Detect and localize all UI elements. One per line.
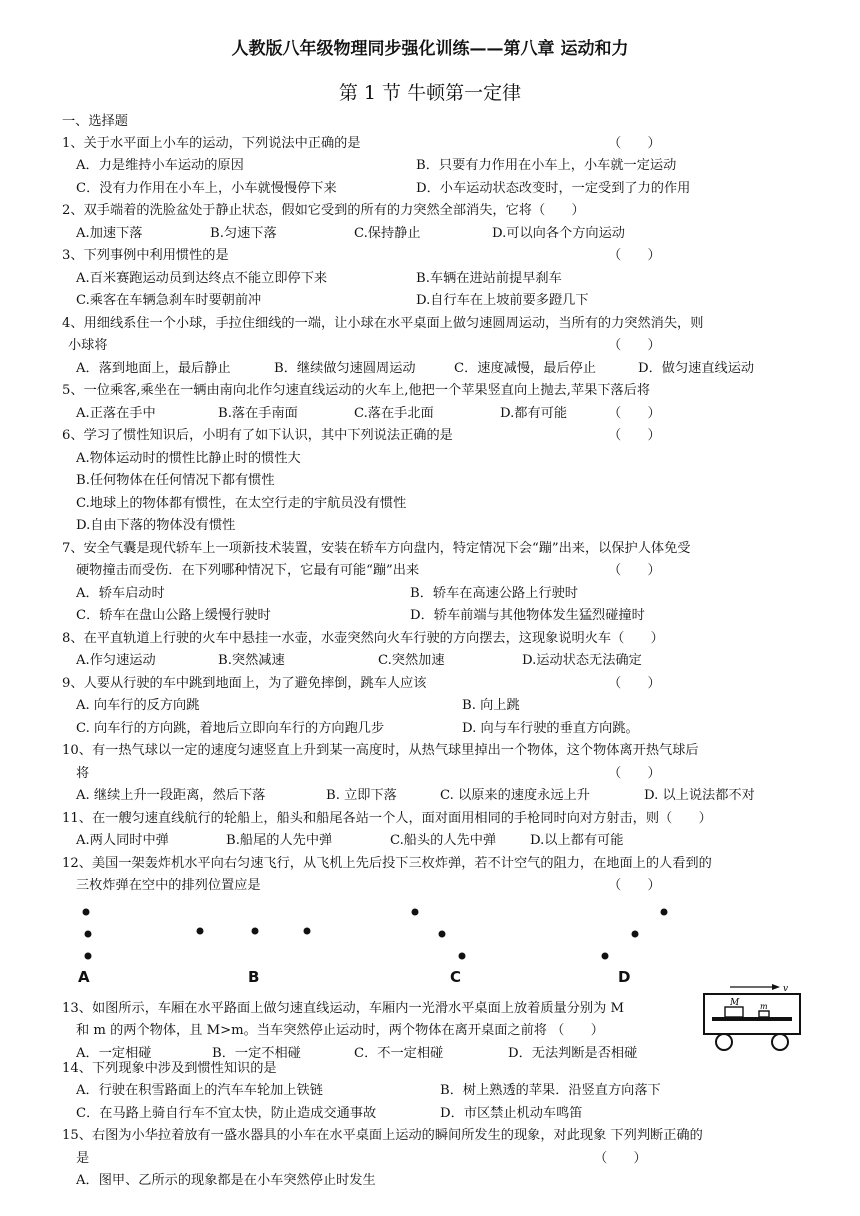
answer-bracket: （ ） (608, 406, 661, 421)
option-label-c: C (450, 968, 462, 986)
text-line: 是 (76, 1151, 90, 1166)
answer-bracket: （ ） (608, 338, 661, 353)
bomb-dot (83, 909, 90, 916)
text-line: B.车辆在进站前提早刹车 (416, 271, 562, 286)
mass-label-big: M (730, 998, 740, 1008)
text-line: 9、人要从行驶的车中跳到地面上，为了避免摔倒，跳车人应该 (62, 676, 427, 691)
text-line: 10、有一热气球以一定的速度匀速竖直上升到某一高度时，从热气球里掉出一个物体，这个物体离开热气球后 (62, 743, 699, 758)
text-line: 12、美国一架轰炸机水平向右匀速飞行，从飞机上先后投下三枚炸弹，若不计空气的阻力，在地面上的人看到的 (62, 856, 712, 871)
answer-bracket: （ ） (608, 676, 661, 691)
bomb-dot (252, 928, 259, 935)
text-line: B.船尾的人先中弹 (226, 833, 333, 848)
option-label-a: A (78, 968, 90, 986)
text-line: D. 向与车行驶的垂直方向跳。 (462, 721, 639, 736)
bomb-dot (661, 909, 668, 916)
text-line: B.突然减速 (218, 653, 285, 668)
text-line: 7、安全气囊是现代轿车上一项新技术装置，安装在轿车方向盘内，特定情况下会“蹦”出来，以保护人体免受 (62, 541, 691, 556)
bomb-dot (602, 953, 609, 960)
section-subtitle: 第 1 节 牛顿第一定律 (338, 82, 522, 104)
bomb-dot (304, 928, 311, 935)
text-line: 3、下列事例中利用惯性的是 (62, 248, 229, 263)
text-line: 4、用细线系住一个小球，手拉住细线的一端，让小球在水平桌面上做匀速圆周运动，当所有的力突然消失，则 (62, 316, 704, 331)
text-line: 5、一位乘客,乘坐在一辆由南向北作匀速直线运动的火车上,他把一个苹果竖直向上抛去,苹果下落后将 (62, 383, 651, 398)
answer-bracket: （ ） (608, 248, 661, 263)
answer-bracket: （ ） (608, 766, 661, 781)
velocity-label: v (783, 984, 789, 994)
text-line: A．图甲、乙所示的现象都是在小车突然停止时发生 (76, 1173, 376, 1188)
text-line: D.自行车在上坡前要多蹬几下 (416, 293, 589, 308)
text-line: A.两人同时中弹 (76, 833, 169, 848)
text-line: B．轿车在高速公路上行驶时 (410, 586, 578, 601)
text-line: B. 立即下落 (326, 788, 397, 803)
text-line: A.作匀速运动 (76, 653, 156, 668)
text-line: 将 (76, 766, 90, 781)
text-line: B．只要有力作用在小车上，小车就一定运动 (416, 158, 677, 173)
text-line: B．树上熟透的苹果．沿竖直方向落下 (440, 1083, 661, 1098)
answer-bracket: （ ） (608, 878, 661, 893)
page-title: 人教版八年级物理同步强化训练——第八章 运动和力 (231, 39, 629, 59)
text-line: D.运动状态无法确定 (522, 653, 642, 668)
text-line: A．力是维持小车运动的原因 (76, 158, 244, 173)
text-line: C．在马路上骑自行车不宜太快，防止造成交通事故 (76, 1106, 377, 1121)
text-line: C.船头的人先中弹 (390, 833, 497, 848)
text-line: A.物体运动时的惯性比静止时的惯性大 (76, 451, 301, 466)
text-line: D．小车运动状态改变时，一定受到了力的作用 (416, 181, 691, 196)
text-line: D．轿车前端与其他物体发生猛烈碰撞时 (410, 608, 645, 623)
text-line: C.落在手北面 (354, 406, 434, 421)
text-line: C. 以原来的速度永远上升 (440, 788, 590, 803)
text-line: B.任何物体在任何情况下都有惯性 (76, 473, 275, 488)
bomb-dot (197, 928, 204, 935)
text-line: 硬物撞击而受伤．在下列哪种情况下，它最有可能“蹦”出来 (76, 563, 420, 578)
text-line: A．一定相碰 (76, 1046, 152, 1061)
text-line: A. 继续上升一段距离，然后下落 (76, 788, 266, 803)
text-line: D．做匀速直线运动 (638, 361, 755, 376)
text-line: 13、如图所示，车厢在水平路面上做匀速直线运动，车厢内一光滑水平桌面上放着质量分别为 M (62, 1001, 624, 1016)
text-line: D．无法判断是否相碰 (508, 1046, 638, 1061)
section-heading: 一、选择题 (62, 114, 128, 129)
text-line: D. 以上说法都不对 (644, 788, 755, 803)
text-line: 15、右图为小华拉着放有一盛水器具的小车在水平桌面上运动的瞬间所发生的现象，对此现象 下列判断正确的 (62, 1128, 703, 1143)
text-line: 11、在一艘匀速直线航行的轮船上，船头和船尾各站一个人，面对面用相同的手枪同时向对方射击，则（ ） (62, 811, 712, 826)
bomb-arrangement-figure (70, 900, 670, 990)
text-line: C．没有力作用在小车上，小车就慢慢停下来 (76, 181, 337, 196)
text-line: B.匀速下落 (210, 226, 277, 241)
bomb-dot (85, 931, 92, 938)
text-line: A.加速下落 (76, 226, 143, 241)
bomb-dot (459, 953, 466, 960)
text-line: A．轿车启动时 (76, 586, 165, 601)
bomb-dot (412, 909, 419, 916)
text-line: C.突然加速 (378, 653, 445, 668)
answer-bracket: （ ） (608, 428, 661, 443)
answer-bracket: （ ） (594, 1151, 647, 1166)
text-line: C. 向车行的方向跳，着地后立即向车行的方向跑几步 (76, 721, 385, 736)
text-line: 三枚炸弹在空中的排列位置应是 (76, 878, 261, 893)
text-line: B.落在手南面 (218, 406, 298, 421)
text-line: D.自由下落的物体没有惯性 (76, 518, 236, 533)
text-line: A．落到地面上，最后静止 (76, 361, 231, 376)
answer-bracket: （ ） (608, 563, 661, 578)
text-line: 和 m 的两个物体，且 M>m。当车突然停止运动时，两个物体在离开桌面之前将 （ ） (76, 1023, 604, 1038)
text-line: B. 向上跳 (462, 698, 520, 713)
answer-bracket: （ ） (608, 136, 661, 151)
text-line: C．轿车在盘山公路上缓慢行驶时 (76, 608, 271, 623)
text-line: C.保持静止 (354, 226, 421, 241)
text-line: C.地球上的物体都有惯性，在太空行走的宇航员没有惯性 (76, 496, 407, 511)
text-line: 8、在平直轨道上行驶的火车中悬挂一水壶，水壶突然向火车行驶的方向摆去，这现象说明火车（ ） (62, 631, 664, 646)
text-line: D.可以向各个方向运动 (492, 226, 625, 241)
text-line: D．市区禁止机动车鸣笛 (440, 1106, 583, 1121)
option-label-d: D (618, 968, 631, 986)
text-line: 2、双手端着的洗脸盆处于静止状态，假如它受到的所有的力突然全部消失，它将（ ） (62, 203, 585, 218)
train-car-figure (700, 982, 805, 1054)
text-line: B．一定不相碰 (212, 1046, 301, 1061)
text-line: A. 向车行的反方向跳 (76, 698, 200, 713)
bomb-dot (632, 931, 639, 938)
option-label-b: B (248, 968, 260, 986)
text-line: C．速度减慢，最后停止 (454, 361, 596, 376)
text-line: A.正落在手中 (76, 406, 156, 421)
text-line: D.以上都有可能 (530, 833, 624, 848)
text-line: A.百米赛跑运动员到达终点不能立即停下来 (76, 271, 328, 286)
text-line: 6、学习了惯性知识后，小明有了如下认识，其中下列说法正确的是 (62, 428, 453, 443)
text-line: C.乘客在车辆急刹车时要朝前冲 (76, 293, 262, 308)
text-line: C．不一定相碰 (354, 1046, 444, 1061)
text-line: A．行驶在积雪路面上的汽车车轮加上铁链 (76, 1083, 323, 1098)
text-line: 1、关于水平面上小车的运动，下列说法中正确的是 (62, 136, 361, 151)
bomb-dot (85, 953, 92, 960)
text-line: D.都有可能 (500, 406, 568, 421)
mass-label-small: m (760, 1002, 768, 1011)
text-line: B．继续做匀速圆周运动 (274, 361, 416, 376)
bomb-dot (439, 931, 446, 938)
text-line: 14、下列现象中涉及到惯性知识的是 (62, 1061, 277, 1076)
text-line: 小球将 (68, 338, 108, 353)
